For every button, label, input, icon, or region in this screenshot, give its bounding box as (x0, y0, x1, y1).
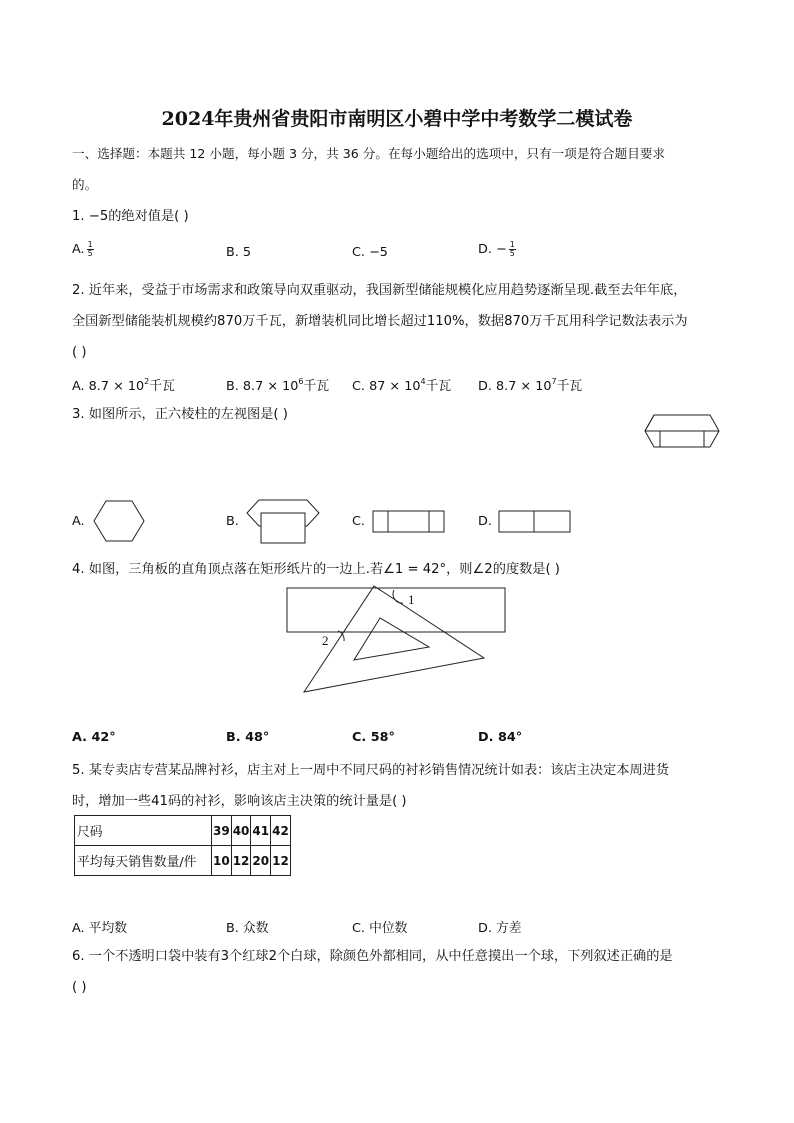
q1-option-d[interactable] (478, 241, 516, 258)
q2-option-c[interactable] (352, 375, 451, 394)
q1-option-d-label: D. − (478, 242, 507, 257)
angle-1-label: 1 (408, 592, 415, 607)
q4-option-b[interactable]: B. 48° (226, 730, 270, 745)
fraction-numerator: 1 (87, 240, 93, 249)
q5-option-d[interactable]: D. 方差 (478, 921, 522, 936)
rectangle-outline (373, 511, 444, 532)
q4-option-c[interactable]: C. 58° (352, 730, 395, 745)
exponent: 6 (298, 376, 304, 386)
q3-option-d-figure[interactable] (498, 510, 572, 534)
rectangle-paper (287, 588, 505, 632)
q3-option-d-label[interactable]: D. (478, 514, 492, 529)
exponent: 2 (144, 376, 150, 386)
table-cell-sales: 12 (271, 846, 291, 876)
q6-stem-line2: ( ) (72, 980, 87, 995)
q4-triangle-rectangle-figure (286, 584, 508, 696)
q2-option-b[interactable] (226, 375, 329, 394)
q3-option-c-figure[interactable] (372, 510, 446, 534)
rectangle-front-view (261, 513, 305, 543)
q1-option-d-fraction (509, 241, 516, 258)
table-cell-sales: 20 (251, 846, 271, 876)
q3-option-b-label[interactable]: B. (226, 514, 239, 529)
q5-option-b[interactable]: B. 众数 (226, 921, 269, 936)
q3-option-c-label[interactable]: C. (352, 514, 366, 529)
fraction-numerator: 1 (509, 240, 515, 249)
q2-stem-line1: 2. 近年来，受益于市场需求和政策导向双重驱动，我国新型储能规模化应用趋势逐渐呈现.截至去年年底， (72, 283, 687, 298)
option-text: B. 8.7 × 10 (226, 379, 299, 394)
exponent: 7 (551, 376, 557, 386)
q5-option-a[interactable]: A. 平均数 (72, 921, 128, 936)
table-cell-size: 41 (251, 816, 271, 846)
hexagon-shape (94, 501, 144, 541)
exponent: 4 (420, 376, 426, 386)
table-cell-sales: 10 (212, 846, 232, 876)
q1-option-a[interactable] (72, 241, 94, 258)
q1-stem: 1. −5的绝对值是( ) (72, 209, 189, 224)
q2-option-d[interactable] (478, 375, 582, 394)
table-row-header-size: 尺码 (75, 816, 212, 846)
option-unit: 千瓦 (149, 379, 175, 394)
table-cell-size: 40 (231, 816, 251, 846)
q2-option-a[interactable] (72, 375, 175, 394)
triangle-ruler-outer (304, 586, 484, 692)
q1-option-b[interactable]: B. 5 (226, 245, 252, 260)
q5-stem-line1: 5. 某专卖店专营某品牌衬衫，店主对上一周中不同尺码的衬衫销售情况统计如表：该店主决定本周进货 (72, 763, 670, 778)
q3-option-a-label[interactable]: A. (72, 514, 85, 529)
q4-option-d[interactable]: D. 84° (478, 730, 523, 745)
q3-option-a-hexagon[interactable] (92, 499, 147, 545)
triangle-ruler-inner (354, 618, 429, 660)
table-row (75, 816, 291, 846)
fraction-denominator: 5 (509, 249, 515, 258)
q1-option-c[interactable]: C. −5 (352, 245, 388, 260)
table-cell-size: 39 (212, 816, 232, 846)
q6-stem-line1: 6. 一个不透明口袋中装有3个红球2个白球，除颜色外都相同，从中任意摸出一个球，下列叙述正确的是 (72, 949, 673, 964)
hexagonal-prism-figure (640, 408, 722, 453)
q4-option-a[interactable]: A. 42° (72, 730, 116, 745)
option-unit: 千瓦 (556, 379, 583, 394)
option-text: C. 87 × 10 (352, 379, 421, 394)
q2-stem-line3: ( ) (72, 345, 87, 360)
q5-option-c[interactable]: C. 中位数 (352, 921, 408, 936)
angle-1-arc (393, 590, 403, 603)
q2-stem-line2: 全国新型储能装机规模约870万千瓦，新增装机同比增长超过110%，数据870万千瓦用科学记数法表示为 (72, 314, 688, 329)
q3-option-b-figure[interactable] (245, 498, 321, 546)
option-unit: 千瓦 (303, 379, 330, 394)
prism-edge (645, 415, 654, 431)
q5-stem-line2: 时，增加一些41码的衬衫，影响该店主决策的统计量是( ) (72, 794, 407, 809)
shirt-sales-table (74, 815, 291, 876)
exam-title: 2024年贵州省贵阳市南明区小碧中学中考数学二模试卷 (161, 108, 633, 130)
section-header-line1: 一、选择题：本题共 12 小题，每小题 3 分，共 36 分。在每小题给出的选项中，只有一项是符合题目要求 (72, 146, 666, 161)
q1-option-a-label: A. (72, 242, 85, 257)
option-text: A. 8.7 × 10 (72, 379, 145, 394)
table-cell-size: 42 (271, 816, 291, 846)
table-row-header-sales: 平均每天销售数量/件 (75, 846, 212, 876)
q3-stem: 3. 如图所示，正六棱柱的左视图是( ) (72, 407, 288, 422)
option-text: D. 8.7 × 10 (478, 379, 552, 394)
option-unit: 千瓦 (425, 379, 452, 394)
q1-option-a-fraction (87, 241, 94, 258)
q4-stem: 4. 如图，三角板的直角顶点落在矩形纸片的一边上.若∠1 = 42°，则∠2的度数是( ) (72, 562, 560, 577)
table-row (75, 846, 291, 876)
section-header-line2: 的。 (72, 177, 98, 192)
fraction-denominator: 5 (87, 249, 93, 258)
angle-2-label: 2 (322, 633, 329, 648)
table-cell-sales: 12 (231, 846, 251, 876)
